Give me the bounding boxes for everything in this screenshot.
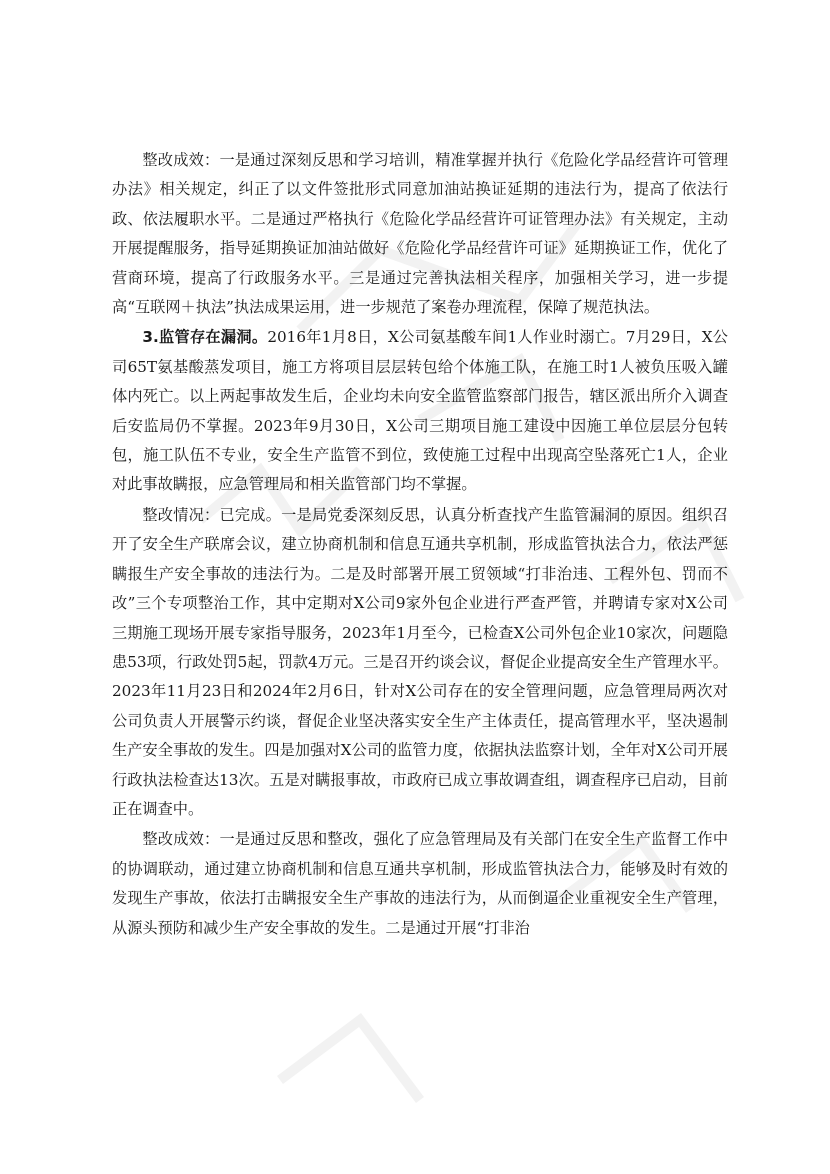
paragraph-text: 整改成效：一是通过反思和整改，强化了应急管理局及有关部门在安全生产监督工作中的协调联动，通过建立协商机制和信息互通共享机制，形成监管执法合力，能够及时有效的发现生产事故，依法打击瞒报安全生产事故的违法行为，从而倒逼企业重视安全生产管理，从源头预防和减少生产安全事故的发生。二是通过开展“打非治 <box>112 830 728 937</box>
paragraph-supervision-loophole <box>112 323 728 499</box>
section-heading: 3.监管存在漏洞。 <box>142 328 268 347</box>
paragraph-text: 整改情况：已完成。一是局党委深刻反思，认真分析查找产生监管漏洞的原因。组织召开了安全生产联席会议，建立协商机制和信息互通共享机制，形成监管执法合力，依法严惩瞒报生产安全事故的违法行为。二是及时部署开展工贸领域“打非治违、工程外包、罚而不改”三个专项整治工作，其中定期对X公司9家外包企业进行严查严管，并聘请专家对X公司三期施工现场开展专家指导服务，2023年1月至今，已检查X公司外包企业10家次，问题隐患53项，行政处罚5起，罚款4万元。三是召开约谈会议，督促企业提高安全生产管理水平。2023年11月23日和2024年2月6日，针对X公司存在的安全管理问题，应急管理局两次对公司负责人开展警示约谈，督促企业坚决落实安全生产主体责任，提高管理水平，坚决遏制生产安全事故的发生。四是加强对X公司的监管力度，依据执法监察计划，全年对X公司开展行政执法检查达13次。五是对瞒报事故，市政府已成立事故调查组，调查程序已启动，目前正在调查中。 <box>112 505 728 818</box>
paragraph-text: 2016年1月8日，X公司氨基酸车间1人作业时溺亡。7月29日，X公司65T氨基酸蒸发项目，施工方将项目层层转包给个体施工队，在施工时1人被负压吸入罐体内死亡。以上两起事故发生后，企业均未向安全监管监察部门报告，辖区派出所介入调查后安监局仍不掌握。2023年9月30日，X公司三期项目施工建设中因施工单位层层分包转包，施工队伍不专业，安全生产监管不到位，致使施工过程中出现高空坠落死亡1人，企业对此事故瞒报，应急管理局和相关监管部门均不掌握。 <box>112 328 728 494</box>
paragraph-rectification-status <box>112 501 728 824</box>
paragraph-text: 整改成效：一是通过深刻反思和学习培训，精准掌握并执行《危险化学品经营许可管理办法》相关规定，纠正了以文件签批形式同意加油站换证延期的违法行为，提高了依法行政、依法履职水平。二是通过严格执行《危险化学品经营许可证管理办法》有关规定，主动开展提醒服务，指导延期换证加油站做好《危险化学品经营许可证》延期换证工作，优化了营商环境，提高了行政服务水平。三是通过完善执法相关程序，加强相关学习，进一步提高“互联网＋执法”执法成果运用，进一步规范了案卷办理流程，保障了规范执法。 <box>112 151 728 317</box>
paragraph-rectification-results-2 <box>112 825 728 943</box>
paragraph-rectification-results-1 <box>112 146 728 322</box>
document-body <box>112 146 728 944</box>
